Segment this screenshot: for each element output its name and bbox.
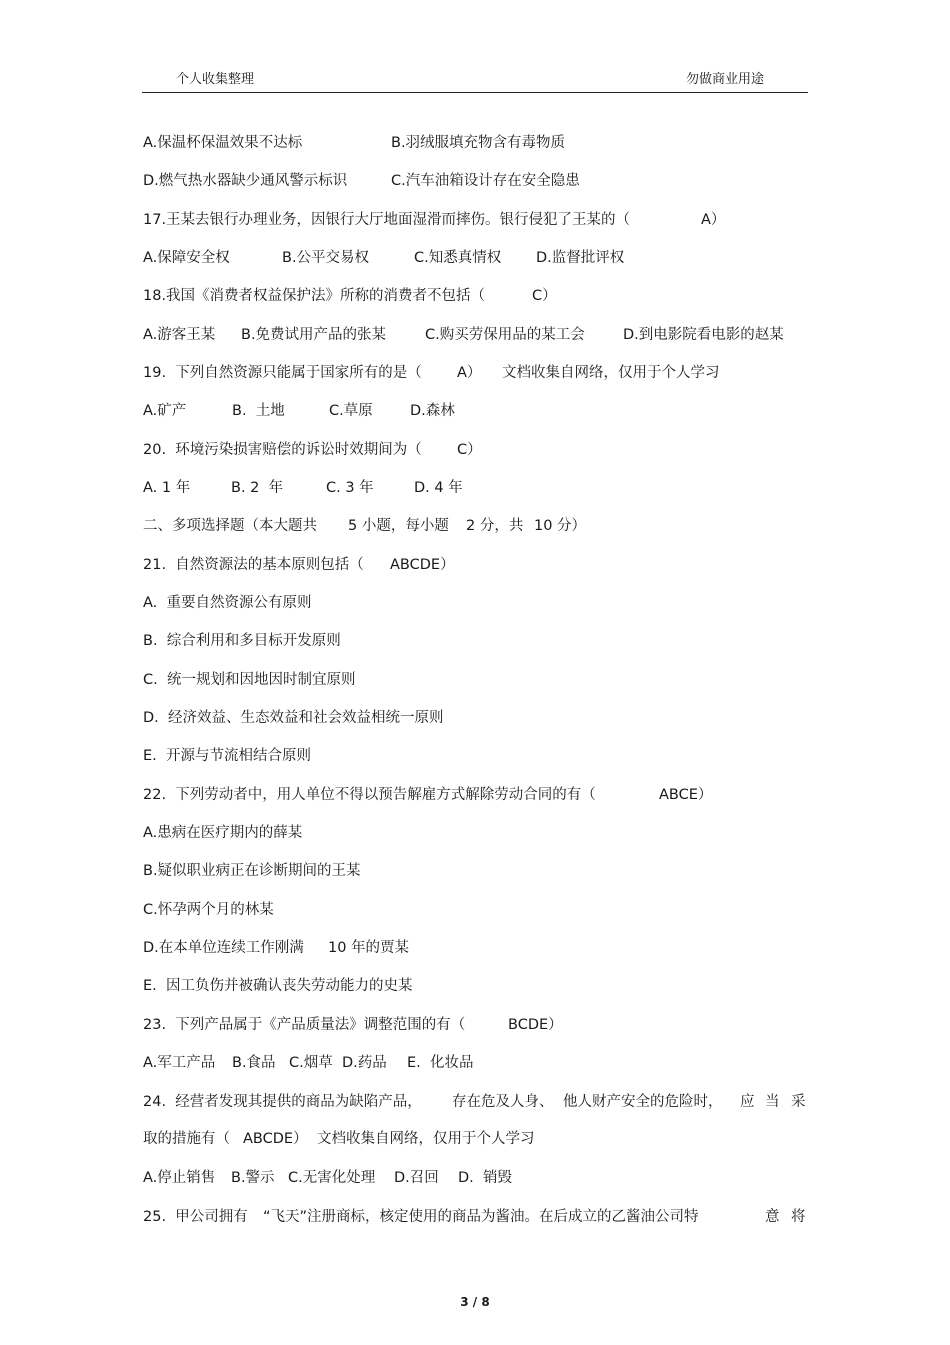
text-line: D. 经济效益、生态效益和社会效益相统一原则 (143, 710, 444, 726)
text-line: A. 重要自然资源公有原则 (143, 595, 312, 611)
text-line: A.患病在医疗期内的薛某 (143, 825, 303, 841)
page-number: 3 / 8 (460, 1295, 490, 1309)
question-21: 21. 自然资源法的基本原则包括（ ABCDE） (143, 557, 455, 573)
header-left-text: 个人收集整理 (176, 72, 255, 87)
options-24: A.停止销售 B.警示 C.无害化处理 D.召回 D. 销毁 (143, 1170, 512, 1186)
options-18: A.游客王某 B.免费试用产品的张某 C.购买劳保用品的某工会 D.到电影院看电影的赵某 (143, 327, 784, 343)
text-line: E. 开源与节流相结合原则 (143, 748, 311, 764)
text-line: E. 因工负伤并被确认丧失劳动能力的史某 (143, 978, 413, 994)
options-19: A.矿产 B. 土地 C.草原 D.森林 (143, 403, 455, 419)
question-18: 18.我国《消费者权益保护法》所称的消费者不包括（ C） (143, 288, 557, 304)
header-right-text: 勿做商业用途 (685, 72, 764, 87)
question-20: 20. 环境污染损害赔偿的诉讼时效期间为（ C） (143, 442, 482, 458)
question-23: 23. 下列产品属于《产品质量法》调整范围的有（ BCDE） (143, 1017, 563, 1033)
text-line: C.怀孕两个月的林某 (143, 902, 274, 918)
text-line: B.疑似职业病正在诊断期间的王某 (143, 863, 361, 879)
options-20: A. 1 年 B. 2 年 C. 3 年 D. 4 年 (143, 480, 463, 496)
question-24-cont: 取的措施有（ ABCDE） 文档收集自网络，仅用于个人学习 (143, 1131, 535, 1147)
options-17: A.保障安全权 B.公平交易权 C.知悉真情权 D.监督批评权 (143, 250, 625, 266)
question-22: 22. 下列劳动者中，用人单位不得以预告解雇方式解除劳动合同的有（ ABCE） (143, 787, 713, 803)
text-line: C. 统一规划和因地因时制宜原则 (143, 672, 356, 688)
question-24: 24. 经营者发现其提供的商品为缺陷产品， 存在危及人身、 他人财产安全的危险时， 应 当 采 (143, 1094, 806, 1110)
page-header (142, 64, 808, 93)
question-25: 25. 甲公司拥有 “飞天”注册商标，核定使用的商品为酱油。在后成立的乙酱油公司特 意 将 (143, 1209, 806, 1225)
text-line: D.燃气热水器缺少通风警示标识 C.汽车油箱设计存在安全隐患 (143, 173, 580, 189)
question-19: 19. 下列自然资源只能属于国家所有的是（ A） 文档收集自网络，仅用于个人学习 (143, 365, 720, 381)
text-line: A.保温杯保温效果不达标 B.羽绒服填充物含有毒物质 (143, 135, 566, 151)
text-line: D.在本单位连续工作刚满 10 年的贾某 (143, 940, 410, 956)
question-17: 17.王某去银行办理业务，因银行大厅地面湿滑而摔伤。银行侵犯了王某的（ A） (143, 212, 726, 228)
options-23: A.军工产品 B.食品 C.烟草 D.药品 E. 化妆品 (143, 1055, 474, 1071)
text-line: B. 综合利用和多目标开发原则 (143, 633, 341, 649)
section-heading: 二、多项选择题（本大题共 5 小题，每小题 2 分，共 10 分） (143, 518, 587, 534)
